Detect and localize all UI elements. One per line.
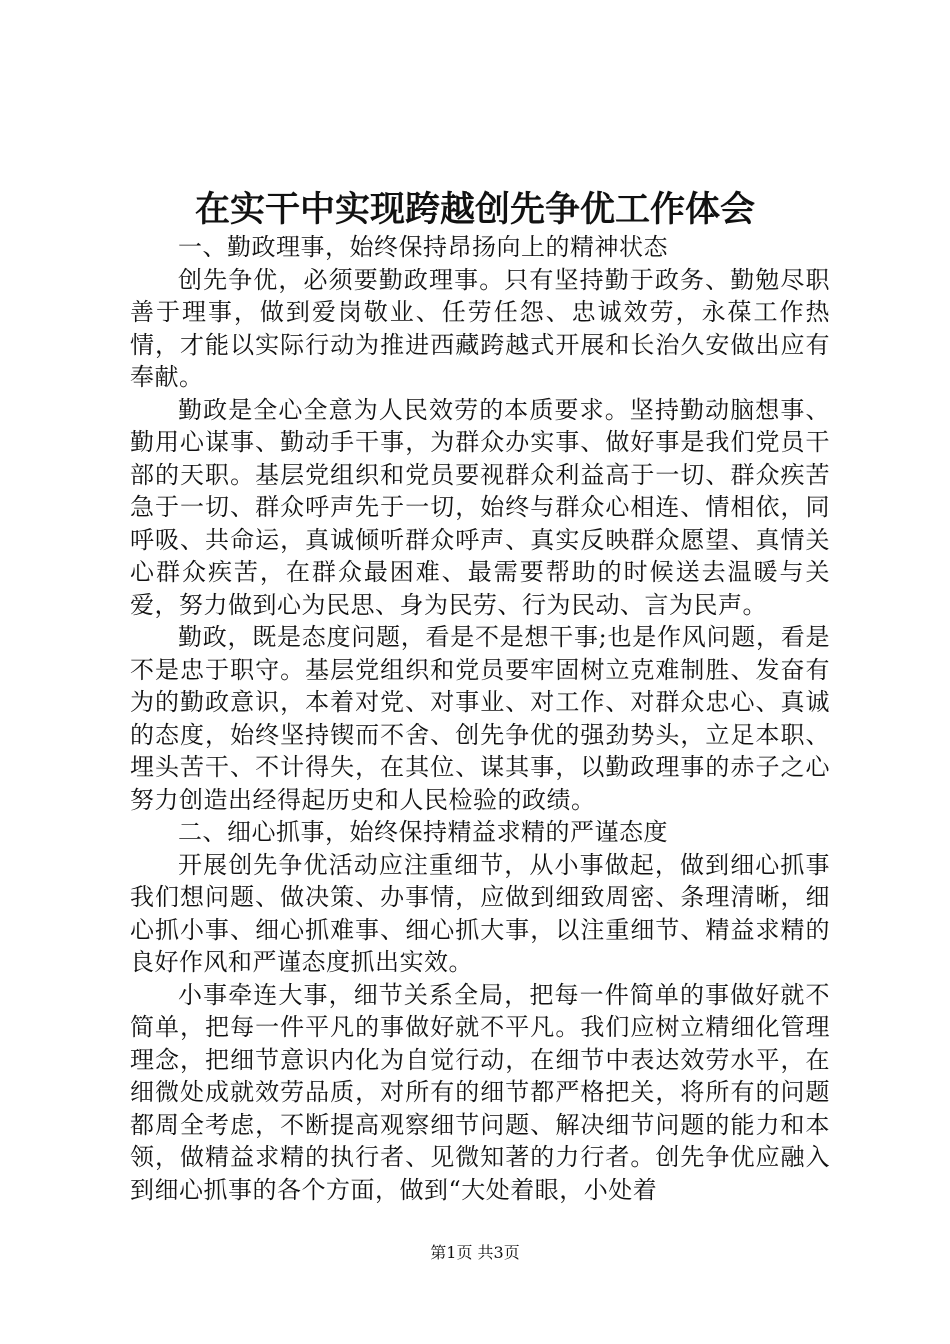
section-heading-2: 二、细心抓事，始终保持精益求精的严谨态度 [178,818,668,846]
document-body [130,231,830,1206]
document-title: 在实干中实现跨越创先争优工作体会 [194,189,755,230]
body-paragraph: 小事牵连大事，细节关系全局，把每一件简单的事做好就不简单，把每一件平凡的事做好就不平凡。我们应树立精细化管理理念，把细节意识内化为自觉行动，在细节中表达效劳水平，在细微处成就效劳品质，对所有的细节都严格把关，将所有的问题都周全考虑，不断提高观察细节问题、解决细节问题的能力和本领，做精益求精的执行者、见微知著的力行者。创先争优应融入到细心抓事的各个方面，做到“大处着眼，小处着 [130,980,830,1204]
body-paragraph: 勤政是全心全意为人民效劳的本质要求。坚持勤动脑想事、勤用心谋事、勤动手干事，为群众办实事、做好事是我们党员干部的天职。基层党组织和党员要视群众利益高于一切、群众疾苦急于一切、群众呼声先于一切，始终与群众心相连、情相依，同呼吸、共命运，真诚倾听群众呼声、真实反映群众愿望、真情关心群众疾苦，在群众最困难、最需要帮助的时候送去温暖与关爱，努力做到心为民思、身为民劳、行为民动、言为民声。 [130,395,830,619]
section-heading-1: 一、勤政理事，始终保持昂扬向上的精神状态 [178,233,668,261]
body-paragraph: 开展创先争优活动应注重细节，从小事做起，做到细心抓事我们想问题、做决策、办事情，应做到细致周密、条理清晰，细心抓小事、细心抓难事、细心抓大事，以注重细节、精益求精的良好作风和严谨态度抓出实效。 [130,850,830,976]
page-number-footer: 第1页 共3页 [430,1243,520,1262]
body-paragraph: 创先争优，必须要勤政理事。只有坚持勤于政务、勤勉尽职善于理事，做到爱岗敬业、任劳任怨、忠诚效劳，永葆工作热情，才能以实际行动为推进西藏跨越式开展和长治久安做出应有奉献。 [130,265,830,391]
body-paragraph: 勤政，既是态度问题，看是不是想干事;也是作风问题，看是不是忠于职守。基层党组织和党员要牢固树立克难制胜、发奋有为的勤政意识，本着对党、对事业、对工作、对群众忠心、真诚的态度，始终坚持锲而不舍、创先争优的强劲势头，立足本职、埋头苦干、不计得失，在其位、谋其事，以勤政理事的赤子之心努力创造出经得起历史和人民检验的政绩。 [130,623,830,814]
